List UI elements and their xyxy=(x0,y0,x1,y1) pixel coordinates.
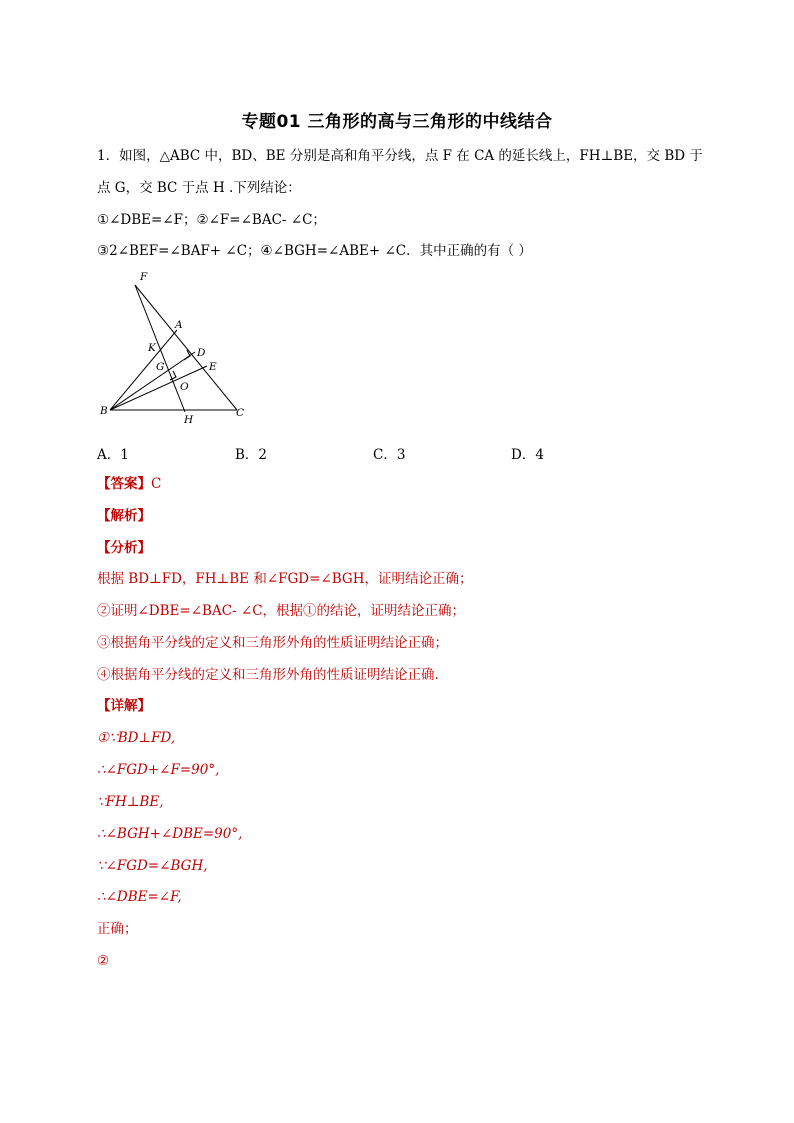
choice-b: B．2 xyxy=(235,447,268,463)
fenxi-tag: 【分析】 xyxy=(97,540,151,556)
detail-line-7: 正确； xyxy=(97,921,138,937)
detail-line-5: ∵∠FGD=∠BGH, xyxy=(97,858,208,874)
question-line-3: ①∠DBE=∠F；②∠F=∠BAC- ∠C； xyxy=(97,212,326,228)
label-d: D xyxy=(197,347,206,359)
detail-line-4: ∴∠BGH+∠DBE=90°, xyxy=(97,826,243,842)
detail-line-3: ∵FH⊥BE, xyxy=(97,794,164,810)
geometry-figure xyxy=(100,268,260,428)
choice-c: C．3 xyxy=(373,447,406,463)
detail-line-6: ∴∠DBE=∠F, xyxy=(97,889,182,905)
answer-line xyxy=(97,475,161,493)
label-o: O xyxy=(180,381,189,393)
label-e: E xyxy=(209,361,217,373)
detail-line-1: ①∵BD⊥FD, xyxy=(97,730,176,746)
label-c: C xyxy=(236,407,245,419)
choice-d: D．4 xyxy=(511,447,544,463)
segment-fh xyxy=(135,285,185,412)
answer-tag: 【答案】 xyxy=(97,476,151,492)
fenxi-line-3: ③根据角平分线的定义和三角形外角的性质证明结论正确； xyxy=(97,635,448,651)
triangle-diagram xyxy=(100,268,260,428)
fenxi-line-4: ④根据角平分线的定义和三角形外角的性质证明结论正确. xyxy=(97,667,439,683)
question-line-1: 1．如图，△ABC 中，BD、BE 分别是高和角平分线，点 F 在 CA 的延长线上，FH⊥BE，交 BD 于 xyxy=(97,148,703,164)
detail-line-2: ∴∠FGD+∠F=90°, xyxy=(97,762,220,778)
fenxi-line-2: ②证明∠DBE=∠BAC- ∠C，根据①的结论，证明结论正确； xyxy=(97,603,466,619)
label-a: A xyxy=(175,319,183,331)
question-line-4: ③2∠BEF=∠BAF+ ∠C；④∠BGH=∠ABE+ ∠C．其中正确的有（ ） xyxy=(97,243,532,259)
page-title: 专题01 三角形的高与三角形的中线结合 xyxy=(241,112,553,132)
label-g: G xyxy=(156,361,165,373)
label-f: F xyxy=(140,271,148,283)
analysis-tag: 【解析】 xyxy=(97,508,151,524)
detail-line-8: ② xyxy=(97,953,110,969)
label-b: B xyxy=(100,405,108,417)
detail-tag: 【详解】 xyxy=(97,698,151,714)
answer-value: C xyxy=(151,476,162,492)
label-k: K xyxy=(148,342,156,354)
choice-a: A．1 xyxy=(97,447,129,463)
label-h: H xyxy=(184,414,194,426)
segment-ba xyxy=(110,330,177,410)
fenxi-line-1: 根据 BD⊥FD，FH⊥BE 和∠FGD=∠BGH，证明结论正确； xyxy=(97,571,473,587)
question-line-2: 点 G，交 BC 于点 H .下列结论： xyxy=(97,180,301,196)
